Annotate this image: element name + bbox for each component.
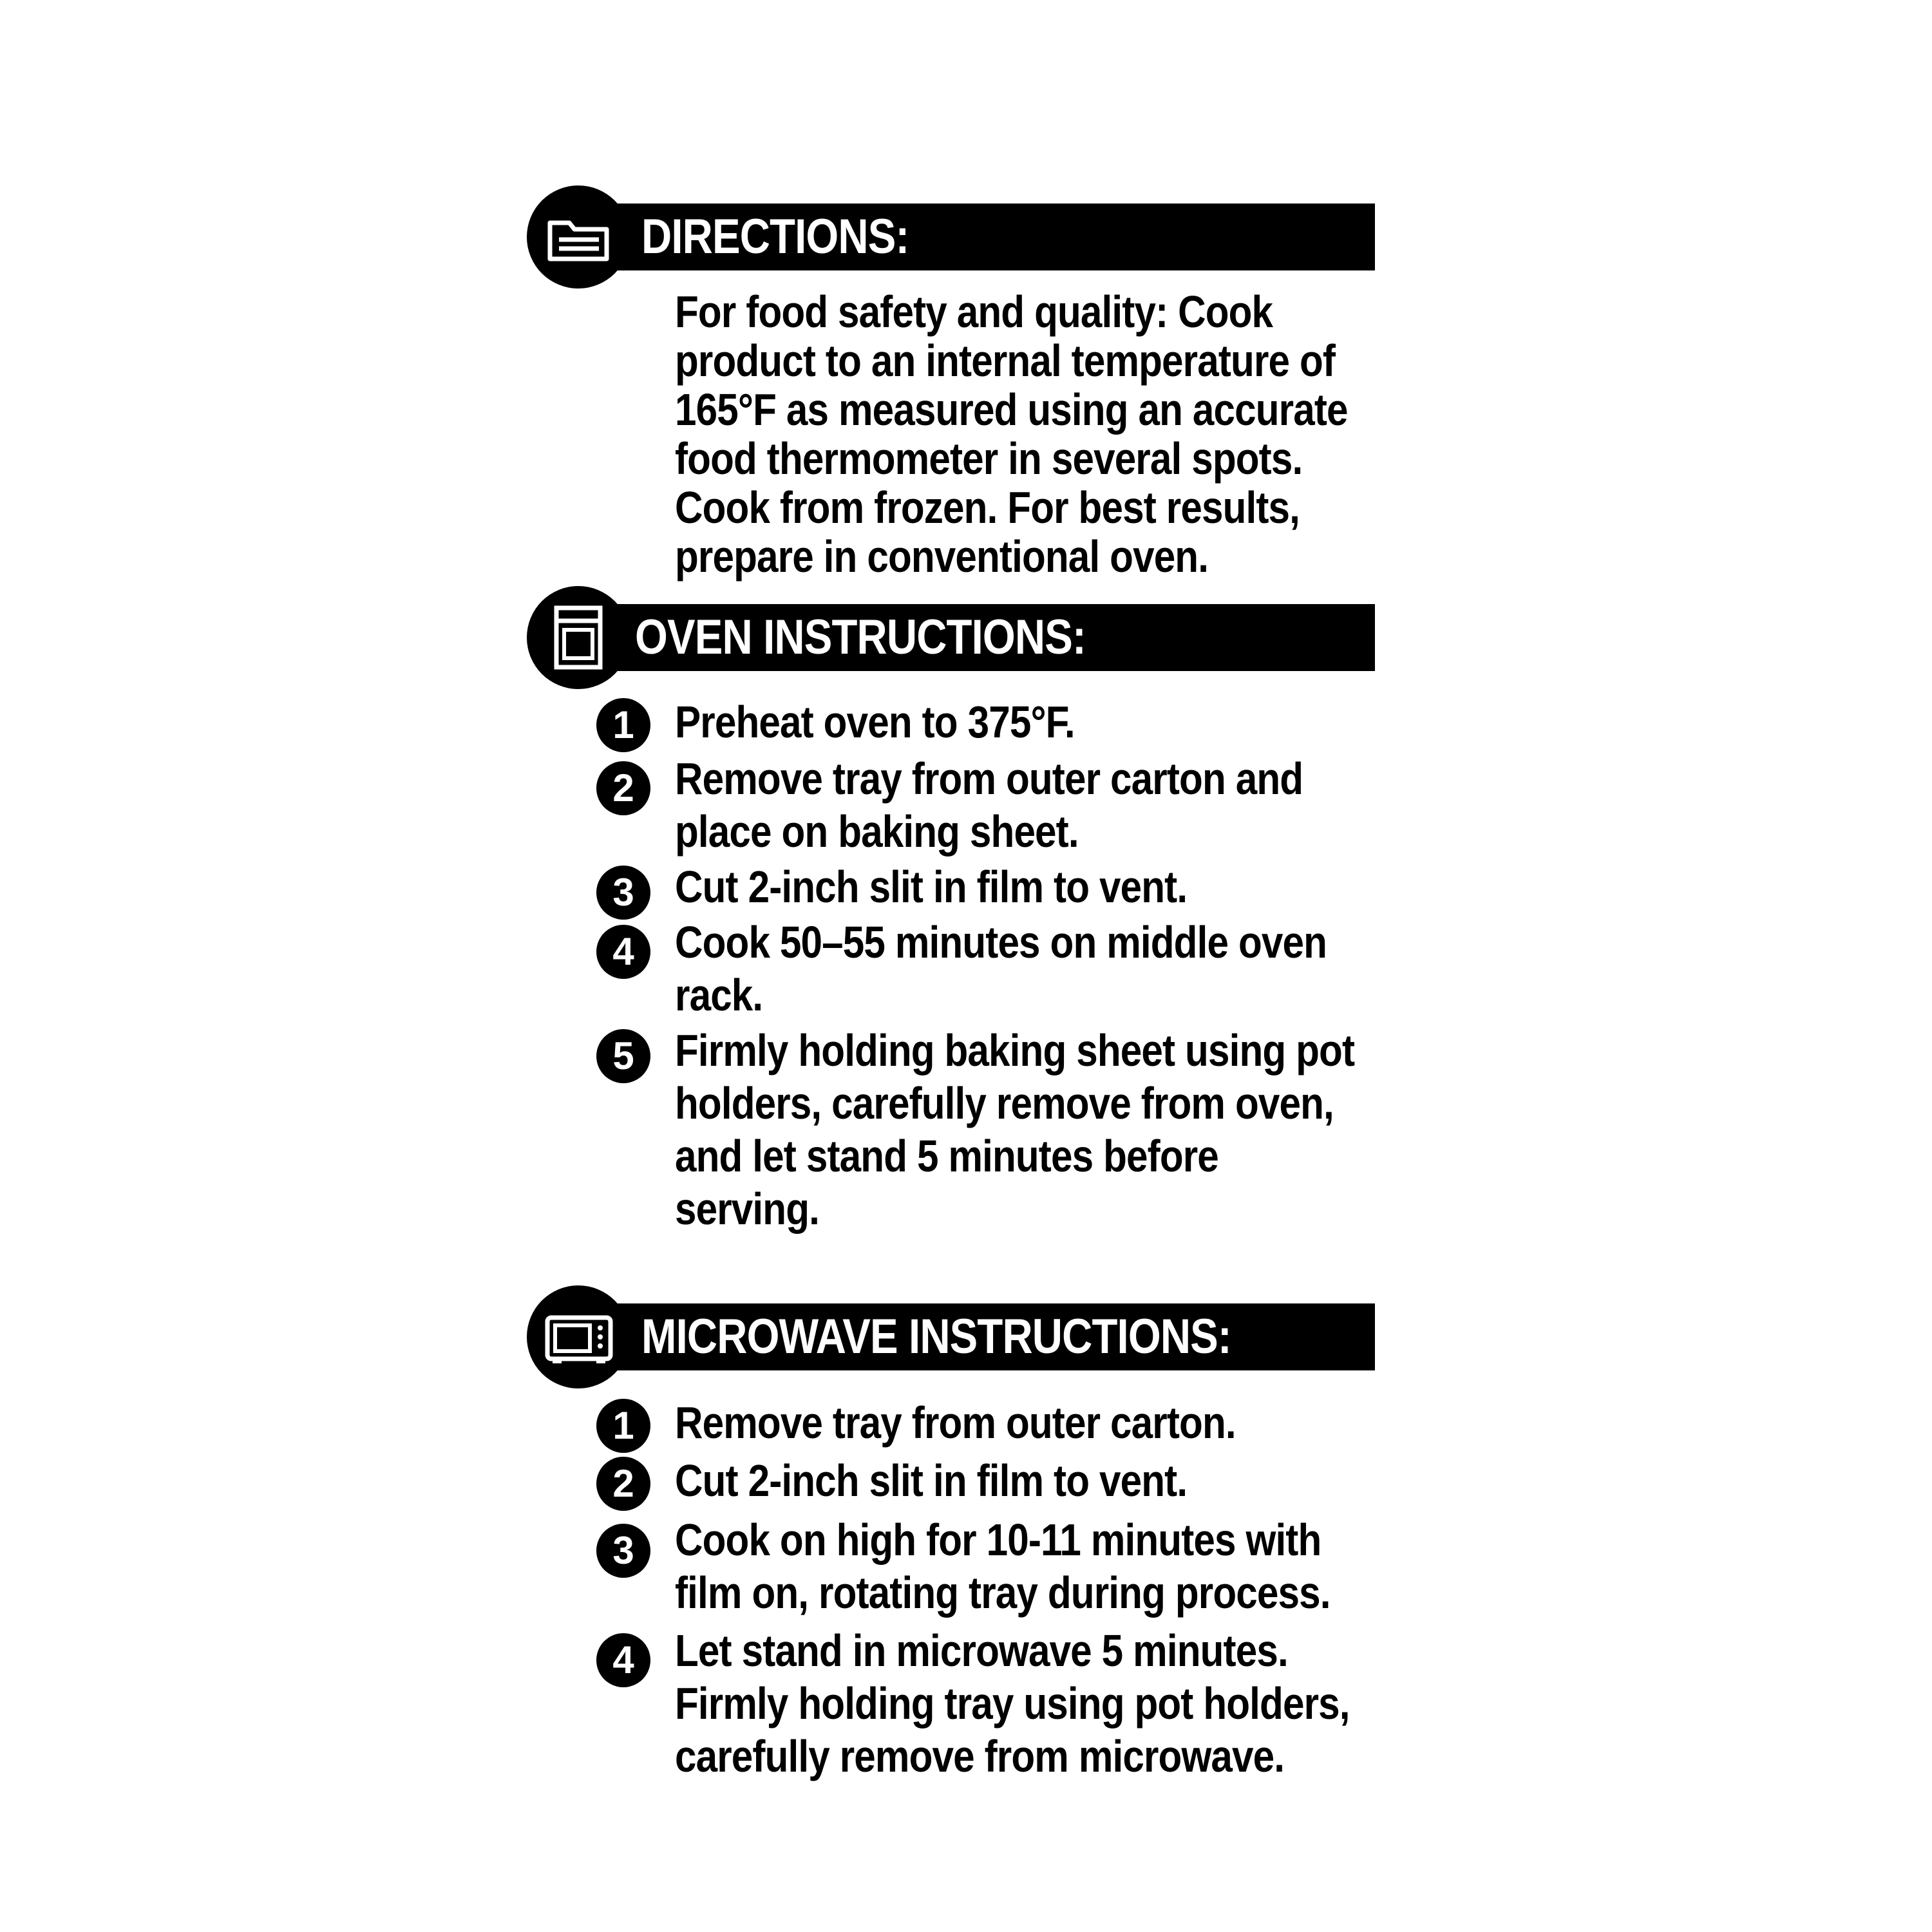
- step-text: [675, 1396, 1236, 1449]
- directions-line: prepare in conventional oven.: [675, 531, 1209, 582]
- step-line: Remove tray from outer carton.: [675, 1397, 1236, 1448]
- microwave-title: MICROWAVE INSTRUCTIONS:: [641, 1309, 1231, 1364]
- step-text: [675, 860, 1187, 913]
- directions-line: 165°F as measured using an accurate: [675, 384, 1348, 435]
- step-line: Cook on high for 10-11 minutes with: [675, 1515, 1321, 1565]
- step-line: Cut 2-inch slit in film to vent.: [675, 1455, 1188, 1506]
- directions-text: [675, 287, 1348, 582]
- directions-header: [527, 185, 1375, 289]
- step-text: [675, 1513, 1331, 1619]
- step-line: rack.: [675, 970, 763, 1020]
- directions-title: DIRECTIONS:: [641, 209, 909, 264]
- folder-icon: [527, 185, 630, 289]
- step-line: carefully remove from microwave.: [675, 1731, 1285, 1781]
- oven-header: [527, 586, 1375, 689]
- step-text: [675, 1454, 1187, 1507]
- step-text: [675, 916, 1327, 1021]
- step-number-badge: 1: [596, 698, 650, 752]
- step-number-badge: 4: [596, 1633, 650, 1687]
- step-line: film on, rotating tray during process.: [675, 1567, 1331, 1618]
- step-line: place on baking sheet.: [675, 806, 1079, 857]
- step-number-badge: 1: [596, 1399, 650, 1453]
- oven-icon: [527, 586, 630, 689]
- microwave-icon: [527, 1285, 630, 1388]
- step-text: [675, 752, 1303, 858]
- oven-title: OVEN INSTRUCTIONS:: [635, 610, 1086, 665]
- directions-line: Cook from frozen. For best results,: [675, 482, 1300, 533]
- step-line: Firmly holding baking sheet using pot: [675, 1025, 1355, 1075]
- step-line: Cut 2-inch slit in film to vent.: [675, 862, 1188, 912]
- step-text: [675, 1624, 1350, 1783]
- microwave-header: [527, 1285, 1375, 1388]
- step-line: Firmly holding tray using pot holders,: [675, 1678, 1350, 1728]
- step-line: serving.: [675, 1184, 819, 1234]
- directions-line: product to an internal temperature of: [675, 336, 1336, 386]
- step-line: Cook 50–55 minutes on middle oven: [675, 917, 1327, 967]
- step-number-badge: 2: [596, 761, 650, 815]
- step-line: Preheat oven to 375°F.: [675, 697, 1075, 747]
- step-number-badge: 3: [596, 1524, 650, 1578]
- step-number-badge: 4: [596, 925, 650, 979]
- step-line: Remove tray from outer carton and: [675, 753, 1303, 804]
- step-line: and let stand 5 minutes before: [675, 1131, 1218, 1181]
- step-line: Let stand in microwave 5 minutes.: [675, 1625, 1288, 1676]
- directions-line: food thermometer in several spots.: [675, 433, 1303, 484]
- step-line: holders, carefully remove from oven,: [675, 1078, 1334, 1128]
- step-number-badge: 2: [596, 1457, 650, 1511]
- step-number-badge: 5: [596, 1029, 650, 1083]
- step-text: [675, 1024, 1354, 1235]
- step-number-badge: 3: [596, 866, 650, 920]
- directions-line: For food safety and quality: Cook: [675, 287, 1273, 337]
- step-text: [675, 696, 1075, 748]
